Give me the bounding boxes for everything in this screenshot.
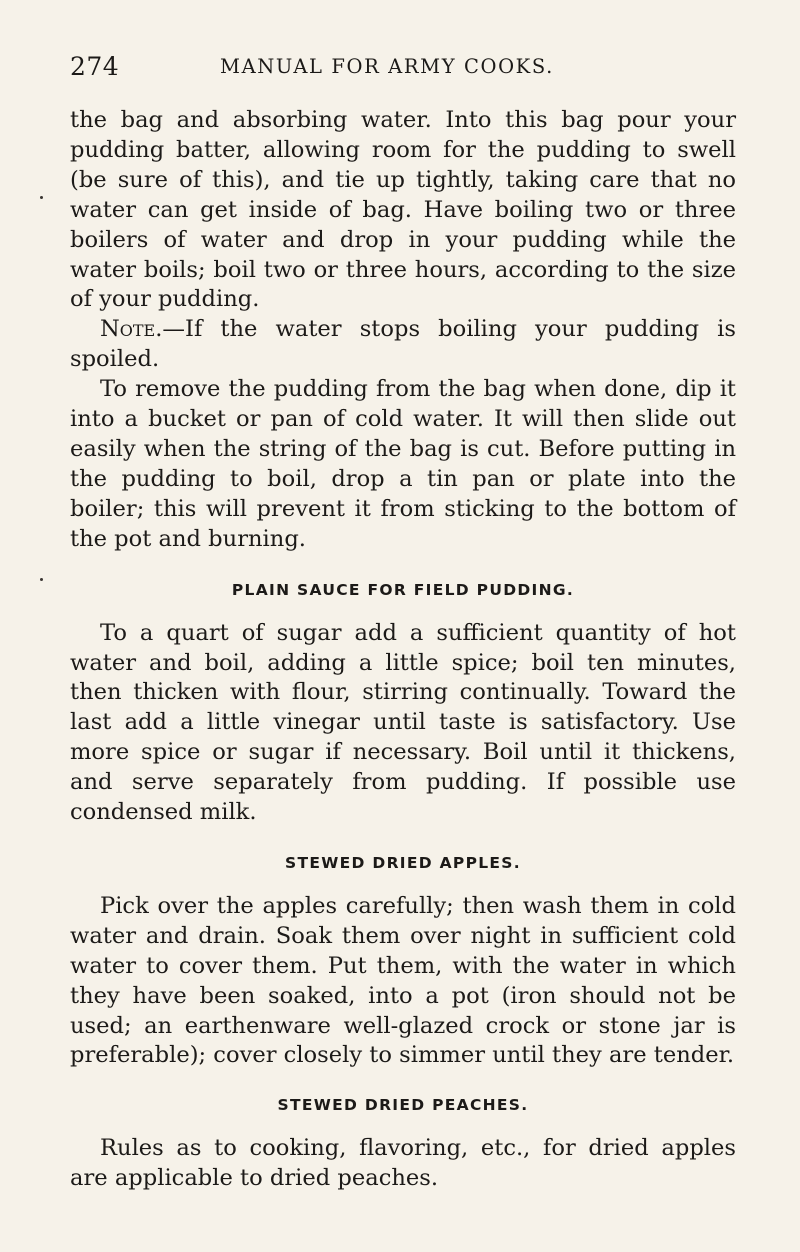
page-number: 274 (70, 52, 120, 81)
removal-paragraph: To remove the pudding from the bag when done, dip it into a bucket or pan of cold water. It will then slide out easily when the string of the bag is cut. Before putting in the pudding to boil, drop a tin pan or plate into the boiler; this will prevent it from sticking to the bottom of the pot and burning. (70, 376, 736, 552)
stewed-peaches-paragraph: Rules as to cooking, flavoring, etc., for dried apples are applicable to dried peaches. (70, 1135, 736, 1192)
note-label: Note. (100, 316, 163, 343)
body-text (70, 106, 736, 1194)
print-speck (40, 196, 43, 199)
plain-sauce-paragraph: To a quart of sugar add a sufficient quantity of hot water and boil, adding a little spice; boil ten minutes, then thicken with flour, stirring continually. Toward the last add a little vinegar until taste is satisfactory. Use more spice or sugar if necessary. Boil until it thickens, and serve separately from pudding. If possible use condensed milk. (70, 619, 736, 826)
running-title: MANUAL FOR ARMY COOKS. (220, 55, 554, 78)
heading-stewed-dried-apples: STEWED DRIED APPLES. (285, 853, 521, 872)
stewed-apples-paragraph: Pick over the apples carefully; then wash them in cold water and drain. Soak them over night in sufficient cold water to cover them. Put them, with the water in which they have been soaked, into a pot (iron should not be used; an earthenware well-glazed crock or stone jar is preferable); cover closely to simmer until they are tender. (70, 892, 736, 1069)
print-speck (40, 578, 43, 581)
heading-plain-sauce: PLAIN SAUCE FOR FIELD PUDDING. (231, 580, 575, 599)
note-text: —If the water stops boiling your pudding is spoiled. (70, 316, 736, 373)
continuation-paragraph: the bag and absorbing water. Into this bag pour your pudding batter, allowing room for the pudding to swell (be sure of this), and tie up tightly, taking care that no water can get inside of bag. Have boiling two or three boilers of water and drop in your pudding while the water boils; boil two or three hours, according to the size of your pudding. (70, 107, 736, 313)
heading-stewed-dried-peaches: STEWED DRIED PEACHES. (277, 1096, 529, 1115)
running-head (70, 52, 736, 82)
note-paragraph (70, 315, 736, 375)
